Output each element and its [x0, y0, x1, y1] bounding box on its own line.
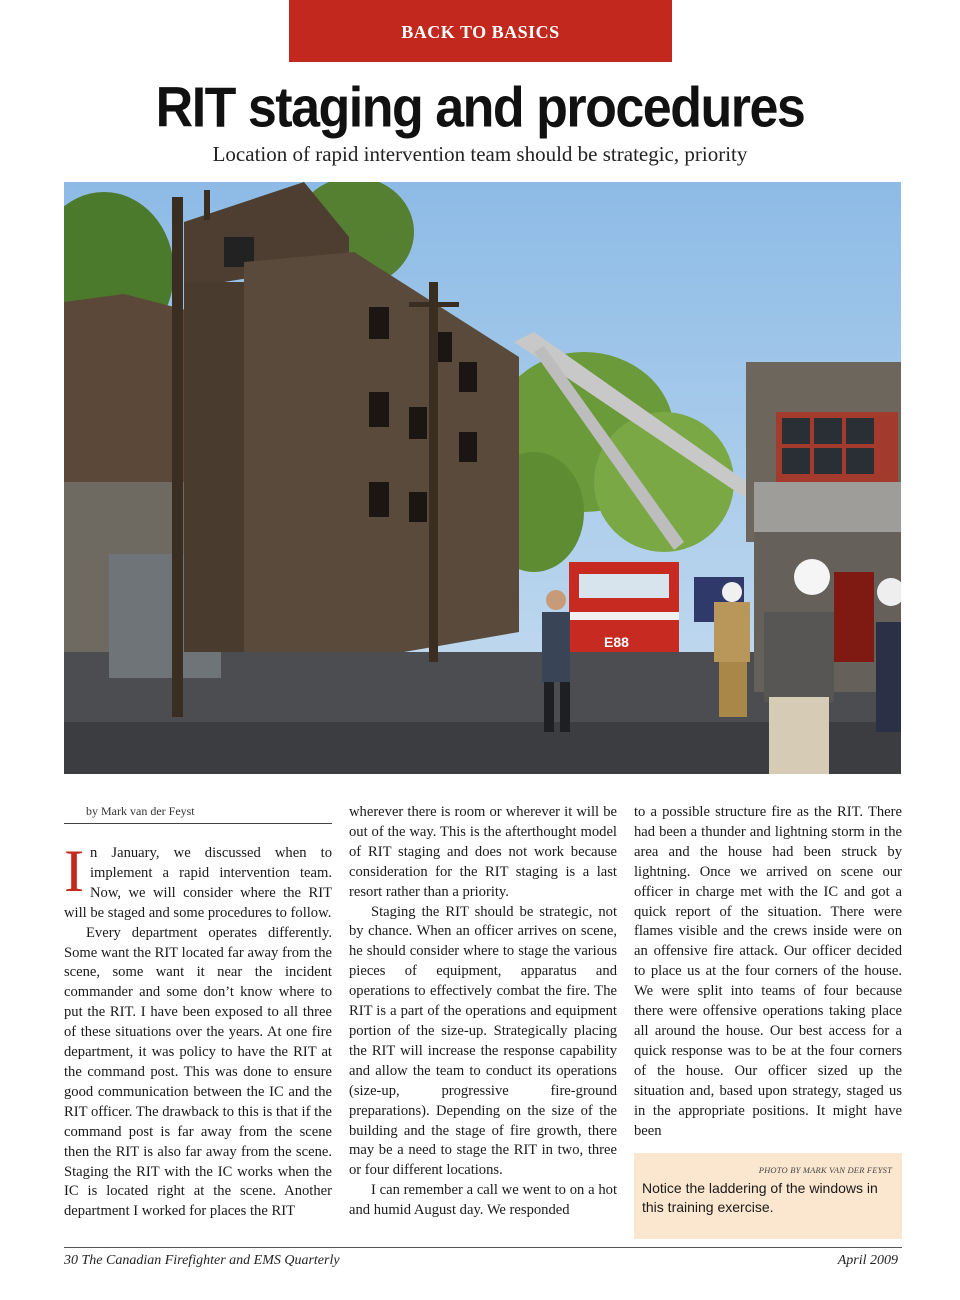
photo-credit: PHOTO BY MARK VAN DER FEYST — [758, 1165, 892, 1175]
article-paragraph: I can remember a call we went to on a hot and humid August day. We responded — [349, 1182, 617, 1219]
article-paragraph: Every department operates differently. Some want the RIT located far away from the scene, some want it near the incident commander and some don’t know where to put the RIT. I have been exposed to all three of these situations over the years. At one fire department, it was policy to have the RIT at the command post. This was done to ensure good communication between the IC and the RIT officer. The drawback to this is that if the command post is far away from the scene then the RIT is also far away from the scene. Staging the RIT with the IC works when the IC is located right at the scene. Another department I worked for places the RIT — [64, 924, 332, 1220]
footer-date: April 2009 — [837, 1253, 898, 1268]
article-paragraph: wherever there is room or wherever it will be out of the way. This is the afterthought model of RIT staging and does not work because consideration for the RIT staging is a last resort rather than a priority. — [349, 804, 617, 900]
truck-number-label: E88 — [604, 634, 629, 650]
article-subhead: Location of rapid intervention team should be strategic, priority — [212, 142, 748, 166]
footer-divider — [64, 1247, 902, 1248]
article-headline: RIT staging and procedures — [155, 76, 805, 140]
article-photo — [64, 182, 901, 774]
paragraph-text: n January, we discussed when to implement a rapid intervention team. Now, we will consider where the RIT will be staged and some procedures to follow. — [64, 845, 332, 921]
byline: by Mark van der Feyst — [64, 803, 332, 824]
photo-caption: Notice the laddering of the windows in this training exercise. — [642, 1180, 878, 1215]
section-banner: BACK TO BASICS — [289, 0, 672, 62]
article-column-2 — [349, 803, 617, 1221]
photo-caption-box — [634, 1153, 902, 1239]
article-column-1 — [64, 803, 332, 1222]
article-column-3 — [634, 803, 902, 1141]
article-paragraph: to a possible structure fire as the RIT. There had been a thunder and lightning storm in the area and the house had been struck by lightning. Once we arrived on scene our officer in charge met with the IC and got a quick report of the situation. There were flames visible and the crews inside were on an offensive fire attack. Our officer decided to place us at the four corners of the house. We were split into teams of four because there were offensive operations taking place all around the house. Our best access for a quick response was to be at the four corners of the house. Our officer sized up the situation and, based upon strategy, staged us in the appropriate positions. It might have been — [634, 804, 902, 1139]
footer-publication: 30 The Canadian Firefighter and EMS Quarterly — [64, 1253, 340, 1268]
article-paragraph — [64, 838, 332, 924]
drop-cap: I — [64, 838, 84, 904]
article-paragraph: Staging the RIT should be strategic, not by chance. When an officer arrives on scene, he should consider where to stage the various pieces of equipment, apparatus and operations to effectively combat the fire. The RIT is a part of the operations and equipment portion of the size-up. Strategically placing the RIT will increase the response capability and allow the team to conduct its operations (size-up, progressive fire-ground preparations). Depending on the size of the building and the stage of fire growth, there may be a need to stage the RIT in two, three or four different locations. — [349, 903, 617, 1179]
